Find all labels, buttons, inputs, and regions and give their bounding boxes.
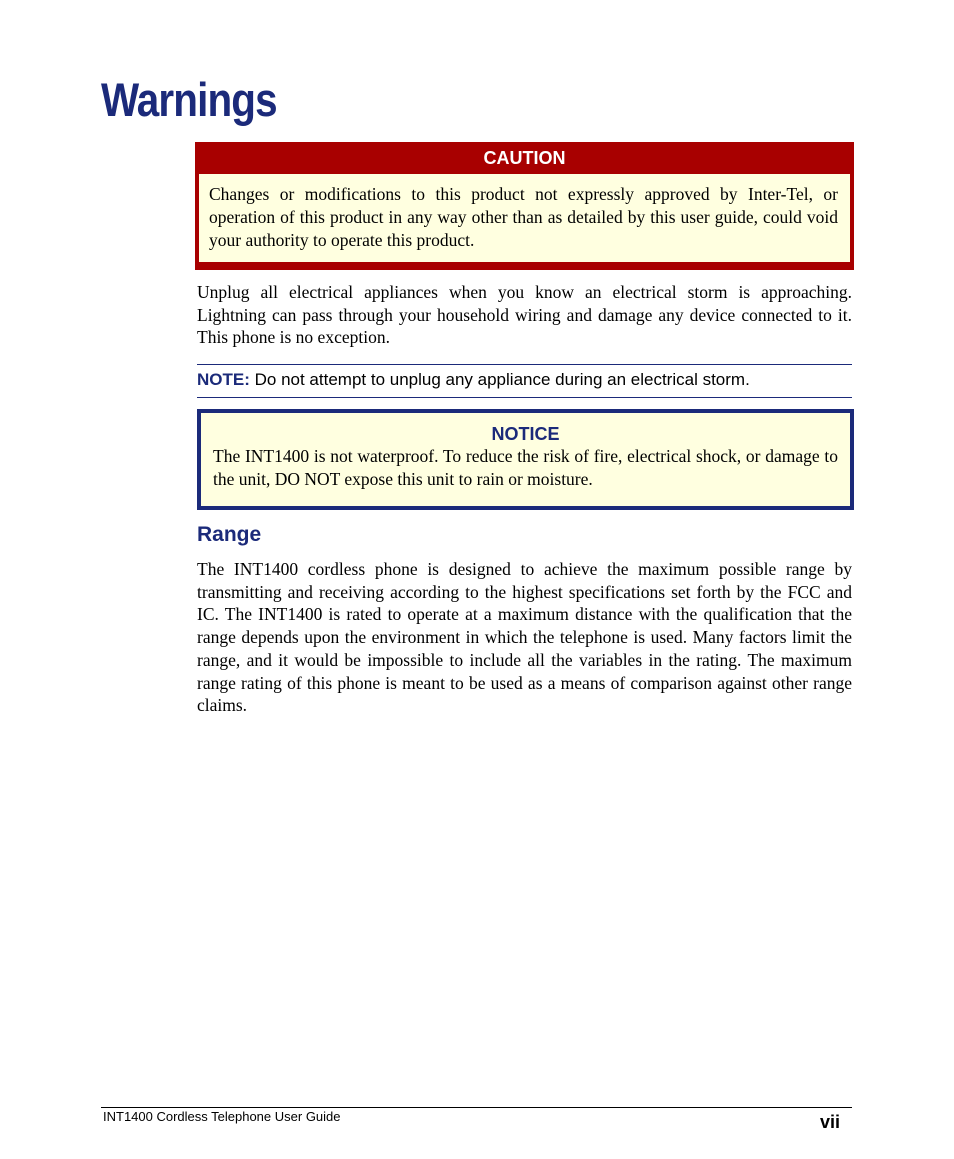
note-text: Do not attempt to unplug any appliance during an electrical storm. [249, 370, 750, 389]
storm-paragraph: Unplug all electrical appliances when you know an electrical storm is approaching. Lightning can pass through your household wiring and damage any device connected to it. This phone is no exception. [197, 282, 852, 348]
note-label: NOTE: [197, 370, 250, 389]
footer-divider [101, 1107, 852, 1108]
note-box [197, 364, 852, 398]
notice-box [197, 409, 854, 510]
caution-header: CAUTION [483, 148, 566, 168]
page-title: Warnings [101, 73, 277, 126]
range-heading: Range [197, 523, 262, 546]
caution-text: Changes or modifications to this product not expressly approved by Inter-Tel, or operation of this product in any way other than as detailed by this user guide, could void your authority to operate this product. [199, 174, 850, 262]
page-number: vii [819, 1112, 840, 1132]
caution-box [195, 142, 854, 270]
notice-header: NOTICE [491, 424, 560, 444]
range-paragraph: The INT1400 cordless phone is designed to achieve the maximum possible range by transmitting and receiving according to the highest specifications set forth by the FCC and IC. The INT1400 is rated to operate at a maximum distance with the qualification that the range depends upon the environment in which the telephone is used. Many factors limit the range, and it would be impossible to include all the variables in the rating. The maximum range rating of this phone is meant to be used as a means of comparison against other range claims. [197, 559, 852, 716]
notice-text: The INT1400 is not waterproof. To reduce the risk of fire, electrical shock, or damage to the unit, DO NOT expose this unit to rain or moisture. [213, 446, 838, 489]
footer-guide-title: INT1400 Cordless Telephone User Guide [103, 1109, 341, 1124]
